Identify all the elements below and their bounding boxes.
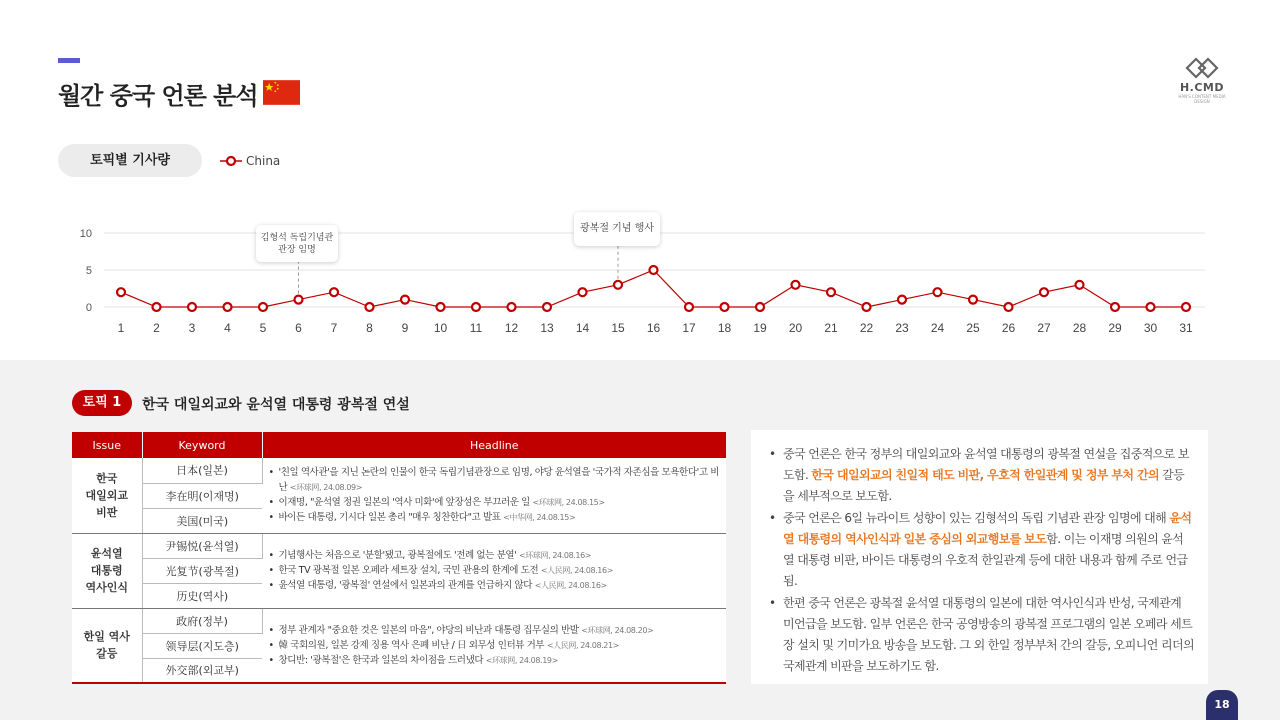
headline-item bbox=[269, 653, 721, 668]
data-point bbox=[295, 296, 303, 304]
data-point bbox=[650, 266, 658, 274]
headline-item bbox=[269, 578, 721, 593]
data-point bbox=[153, 303, 161, 311]
data-point bbox=[969, 296, 977, 304]
logo-subtext: HAN'S CONTENT MEDIA DESIGN bbox=[1178, 94, 1226, 104]
keyword-cell: 美国(미국) bbox=[142, 508, 262, 533]
data-point bbox=[1147, 303, 1155, 311]
logo-text: H.CMD bbox=[1179, 81, 1225, 94]
legend-marker-icon bbox=[220, 155, 242, 167]
chart-annotation bbox=[256, 225, 338, 262]
column-header-issue: Issue bbox=[72, 432, 142, 458]
data-point bbox=[117, 288, 125, 296]
x-tick-label: 26 bbox=[1001, 321, 1016, 335]
headline-source: <人民网, 24.08.21> bbox=[546, 640, 619, 650]
table-header-row bbox=[72, 432, 726, 458]
x-tick-label: 28 bbox=[1072, 321, 1087, 335]
series-line-china bbox=[121, 270, 1186, 307]
headline-text: 한국 TV 광복절 일본 오페라 세트장 설치, 국민 관용의 한계에 도전 bbox=[278, 565, 539, 576]
keyword-cell: 日本(일본) bbox=[142, 458, 262, 483]
headline-text: 기념행사는 처음으로 '분할'됐고, 광복절에도 '전례 없는 분열' bbox=[278, 550, 517, 561]
x-tick-label: 8 bbox=[366, 321, 373, 335]
x-tick-label: 11 bbox=[469, 321, 483, 335]
x-tick-label: 24 bbox=[930, 321, 945, 335]
headline-source: <环球网, 24.08.09> bbox=[289, 483, 363, 493]
keyword-cell: 政府(정부) bbox=[142, 608, 262, 633]
data-point bbox=[1005, 303, 1013, 311]
topic-title: 한국 대일외교와 윤석열 대통령 광복절 연설 bbox=[142, 397, 410, 413]
issue-label: 한국 대일외교 비판 bbox=[85, 471, 128, 519]
x-tick-label: 22 bbox=[859, 321, 874, 335]
data-point bbox=[792, 281, 800, 289]
headline-source: <环球网, 24.08.15> bbox=[532, 498, 605, 508]
x-tick-label: 29 bbox=[1108, 321, 1122, 335]
issue-cell bbox=[72, 458, 142, 533]
data-point bbox=[366, 303, 374, 311]
x-tick-label: 19 bbox=[753, 321, 767, 335]
issue-cell bbox=[72, 608, 142, 683]
summary-text: 함. 이는 이재명 의원의 윤석열 대통령 비판, 바이든 대통령의 우호적 한일관계 등에 대한 내용과 함께 주로 언급됨. bbox=[783, 532, 1188, 588]
headline-source: <人民网, 24.08.16> bbox=[540, 566, 613, 575]
x-tick-label: 5 bbox=[259, 321, 267, 335]
data-point bbox=[437, 303, 445, 311]
keyword-cell: 历史(역사) bbox=[142, 583, 262, 608]
x-tick-label: 12 bbox=[504, 321, 519, 335]
data-point bbox=[1040, 288, 1048, 296]
data-point bbox=[259, 303, 267, 311]
data-point bbox=[685, 303, 693, 311]
x-tick-label: 3 bbox=[188, 321, 196, 335]
data-point bbox=[508, 303, 516, 311]
headline-source: <环球网, 24.08.19> bbox=[485, 655, 558, 665]
headline-item bbox=[269, 638, 721, 653]
headline-text: 윤석열 대통령, '광복절' 연설에서 일본과의 관계를 언급하지 않다 bbox=[278, 580, 533, 591]
x-tick-label: 14 bbox=[575, 321, 590, 335]
data-point bbox=[1182, 303, 1190, 311]
legend-label: China bbox=[246, 154, 281, 168]
x-tick-label: 20 bbox=[788, 321, 803, 335]
china-flag-icon bbox=[263, 80, 300, 105]
logo-mark-icon bbox=[1185, 56, 1219, 80]
x-tick-label: 4 bbox=[224, 321, 231, 335]
annotation-text: 광복절 기념 행사 bbox=[580, 223, 654, 234]
keyword-cell: 李在明(이재명) bbox=[142, 483, 262, 508]
headline-text: '친일 역사관'을 지닌 논란의 인물이 한국 독립기념관장으로 임명, 야당 윤석열을 '국가적 자존심을 모욕한다'고 비난 bbox=[278, 467, 719, 494]
data-point bbox=[1111, 303, 1119, 311]
headline-item bbox=[269, 510, 721, 525]
headline-source: <环球网, 24.08.20> bbox=[581, 625, 654, 635]
x-tick-label: 15 bbox=[611, 321, 625, 335]
x-tick-label: 30 bbox=[1143, 321, 1158, 335]
table-row bbox=[72, 533, 726, 558]
y-tick-label: 5 bbox=[85, 265, 92, 277]
data-point bbox=[401, 296, 409, 304]
x-tick-label: 6 bbox=[295, 321, 302, 335]
x-tick-label: 17 bbox=[682, 321, 696, 335]
headline-cell bbox=[262, 608, 726, 683]
summary-text: 중국 언론은 6일 뉴라이트 성향이 있는 김형석의 독립 기념관 관장 임명에 대해 bbox=[783, 511, 1170, 525]
keyword-cell: 尹锡悦(윤석열) bbox=[142, 533, 262, 558]
headline-text: 창디반: '광복절'은 한국과 일본의 차이점을 드러냈다 bbox=[278, 654, 484, 666]
headline-source: <人民网, 24.08.16> bbox=[534, 581, 607, 590]
issue-cell bbox=[72, 533, 142, 608]
x-tick-label: 25 bbox=[966, 321, 980, 335]
x-tick-label: 10 bbox=[433, 321, 448, 335]
summary-box bbox=[751, 430, 1208, 684]
title-accent-bar bbox=[58, 58, 80, 63]
headline-cell bbox=[262, 458, 726, 533]
data-point bbox=[898, 296, 906, 304]
page-title: 월간 중국 언론 분석 bbox=[58, 82, 258, 110]
headline-text: 이재명, "윤석열 정권 일본의 '역사 미화'에 앞장섬은 부끄러운 일 bbox=[278, 497, 530, 509]
issue-label: 윤석열 대통령 역사인식 bbox=[85, 547, 128, 594]
data-point bbox=[188, 303, 196, 311]
headline-cell bbox=[262, 533, 726, 608]
x-tick-label: 31 bbox=[1179, 321, 1193, 335]
section-pill: 토픽별 기사량 bbox=[58, 144, 202, 177]
headline-source: <环球网, 24.08.16> bbox=[518, 551, 592, 560]
data-point bbox=[721, 303, 729, 311]
x-tick-label: 2 bbox=[153, 321, 160, 335]
headline-text: 정부 관계자 "중요한 것은 일본의 마음", 야당의 비난과 대통령 집무실의 반발 bbox=[278, 624, 579, 636]
annotation-text: 김형석 독립기념관 관장 임명 bbox=[260, 233, 334, 255]
x-tick-label: 21 bbox=[824, 321, 838, 335]
issue-label: 한일 역사 갈등 bbox=[83, 630, 130, 661]
topic-badge: 토픽 1 bbox=[72, 390, 132, 416]
summary-highlight: 윤석열 대통령의 역사인식과 일본 중심의 외교행보를 보도 bbox=[783, 511, 1192, 546]
y-tick-label: 10 bbox=[79, 228, 92, 240]
summary-text: 한편 중국 언론은 광복절 윤석열 대통령의 일본에 대한 역사인식과 반성, 국제관계 미언급을 보도함. 일부 언론은 한국 공영방송의 광복절 프로그램의 일본 오페라 세트장 설치 및 기미가요 방송을 보도함. 그 외 한일 정부부처 간의 갈등, 오피니언 리더의 국제관계 비판을 보도하기도 함. bbox=[783, 596, 1194, 673]
y-tick-label: 0 bbox=[85, 302, 92, 314]
chart-legend bbox=[220, 153, 280, 169]
data-point bbox=[1076, 281, 1084, 289]
data-point bbox=[330, 288, 338, 296]
headline-text: 韓 국회의원, 일본 강제 징용 역사 은폐 비난 / 日 외무성 인터뷰 거부 bbox=[278, 639, 545, 651]
keyword-cell: 光复节(광복절) bbox=[142, 558, 262, 583]
data-point bbox=[614, 281, 622, 289]
data-point bbox=[543, 303, 551, 311]
page-number: 18 bbox=[1206, 690, 1238, 720]
headline-item bbox=[269, 465, 721, 495]
x-tick-label: 18 bbox=[717, 321, 732, 335]
x-tick-label: 1 bbox=[117, 321, 125, 335]
data-point bbox=[934, 288, 942, 296]
headline-source: <中华网, 24.08.15> bbox=[503, 513, 576, 523]
data-point bbox=[863, 303, 871, 311]
table-row bbox=[72, 458, 726, 483]
x-tick-label: 9 bbox=[401, 321, 409, 335]
summary-bullet bbox=[767, 593, 1194, 677]
headline-item bbox=[269, 495, 721, 510]
headline-item bbox=[269, 548, 721, 563]
headline-text: 바이든 대통령, 기시다 일본 총리 "매우 칭찬한다"고 발표 bbox=[278, 512, 501, 524]
column-header-keyword: Keyword bbox=[142, 432, 262, 458]
summary-highlight: 한국 대일외교의 친일적 태도 비판, 우호적 한일관계 및 정부 부처 간의 bbox=[811, 468, 1159, 482]
summary-bullet bbox=[767, 444, 1194, 507]
x-tick-label: 16 bbox=[646, 321, 661, 335]
x-tick-label: 23 bbox=[895, 321, 909, 335]
x-tick-label: 13 bbox=[540, 321, 554, 335]
data-point bbox=[756, 303, 764, 311]
brand-logo bbox=[1178, 56, 1226, 102]
news-table bbox=[72, 432, 726, 684]
headline-item bbox=[269, 623, 721, 638]
summary-bullet bbox=[767, 508, 1194, 592]
keyword-cell: 外交部(외교부) bbox=[142, 658, 262, 683]
summary-text: 중국 언론은 한국 정부의 대일외교와 윤석열 대통령의 광복절 연설을 집중적으로 보도함. bbox=[783, 447, 1189, 482]
data-point bbox=[827, 288, 835, 296]
data-point bbox=[579, 288, 587, 296]
table-row bbox=[72, 608, 726, 633]
keyword-cell: 领导层(지도층) bbox=[142, 633, 262, 658]
headline-item bbox=[269, 563, 721, 578]
x-tick-label: 27 bbox=[1037, 321, 1051, 335]
summary-text: 갈등을 세부적으로 보도함. bbox=[783, 468, 1185, 503]
column-header-headline: Headline bbox=[262, 432, 726, 458]
data-point bbox=[472, 303, 480, 311]
x-tick-label: 7 bbox=[330, 321, 338, 335]
data-point bbox=[224, 303, 232, 311]
chart-annotation bbox=[574, 212, 660, 246]
